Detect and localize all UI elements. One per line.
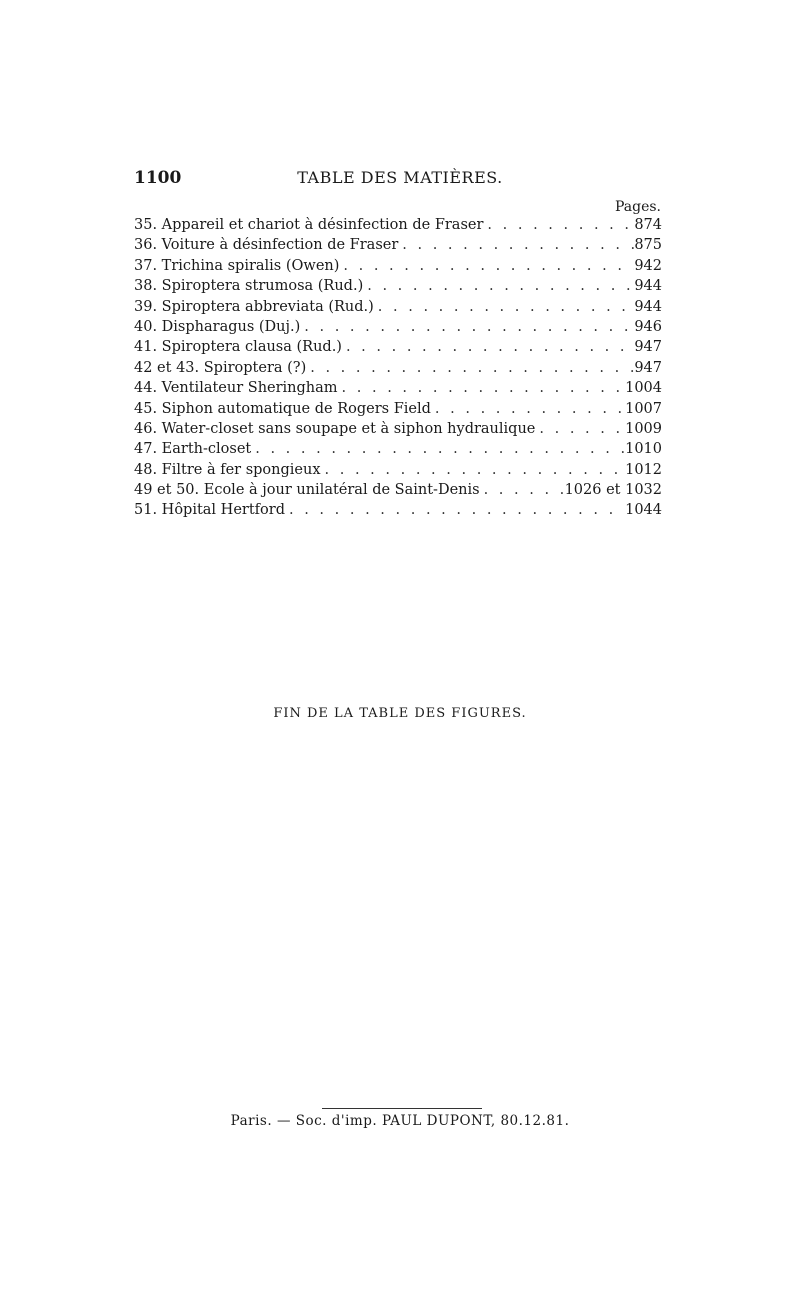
toc-entry bbox=[134, 339, 662, 359]
pages-column-label: Pages. bbox=[614, 199, 661, 215]
toc-entry bbox=[134, 319, 662, 339]
toc-entry-page: 1010 bbox=[625, 441, 662, 458]
toc-entry-label: 35. Appareil et chariot à désinfection de Fraser bbox=[134, 217, 484, 233]
toc-entry bbox=[134, 380, 662, 400]
toc-entry-page: 874 bbox=[634, 217, 662, 233]
toc-entry-label: 48. Filtre à fer spongieux bbox=[134, 461, 321, 478]
toc-entry-page: 875 bbox=[634, 237, 662, 254]
printer-imprint: Paris. — Soc. d'imp. PAUL DUPONT, 80.12.81. bbox=[230, 1113, 570, 1129]
toc-entry-page: 942 bbox=[634, 257, 662, 274]
dot-leader bbox=[300, 319, 634, 335]
running-title: TABLE DES MATIÈRES. bbox=[297, 168, 503, 187]
toc-entry-page: 1009 bbox=[625, 420, 662, 437]
toc-entry-page: 944 bbox=[634, 298, 662, 315]
toc-entry-page: 1026 et 1032 bbox=[564, 482, 662, 499]
dot-leader bbox=[535, 421, 625, 437]
toc-entry-label: 47. Earth-closet bbox=[134, 441, 252, 458]
dot-leader bbox=[285, 502, 625, 518]
toc-entry-page: 947 bbox=[634, 359, 662, 376]
dot-leader bbox=[321, 462, 626, 478]
toc-entry-label: 40. Dispharagus (Duj.) bbox=[134, 318, 301, 335]
toc-entry-page: 946 bbox=[634, 318, 662, 335]
dot-leader bbox=[431, 401, 625, 417]
dot-leader bbox=[398, 237, 634, 253]
toc-entry-page: 1007 bbox=[625, 400, 662, 417]
imprint-rule bbox=[322, 1108, 482, 1109]
page-number: 1100 bbox=[134, 168, 182, 188]
toc-entry-page: 1012 bbox=[625, 461, 662, 478]
toc-entry bbox=[134, 360, 662, 380]
toc-entry-page: 947 bbox=[634, 339, 662, 356]
dot-leader bbox=[363, 278, 634, 294]
toc-entry bbox=[134, 462, 662, 482]
toc-entry-label: 46. Water-closet sans soupape et à siphon hydraulique bbox=[134, 420, 536, 437]
toc-entry-page: 944 bbox=[634, 278, 662, 295]
toc-entry-label: 51. Hôpital Hertford bbox=[134, 502, 285, 519]
dot-leader bbox=[306, 360, 634, 376]
table-of-figures bbox=[134, 217, 662, 523]
toc-entry bbox=[134, 299, 662, 319]
end-of-table-note: FIN DE LA TABLE DES FIGURES. bbox=[273, 706, 527, 721]
toc-entry-label: 38. Spiroptera strumosa (Rud.) bbox=[134, 278, 364, 295]
toc-entry-label: 41. Spiroptera clausa (Rud.) bbox=[134, 339, 342, 356]
toc-entry bbox=[134, 278, 662, 298]
toc-entry bbox=[134, 441, 662, 461]
toc-entry-label: 39. Spiroptera abbreviata (Rud.) bbox=[134, 298, 374, 315]
toc-entry bbox=[134, 258, 662, 278]
toc-entry-label: 49 et 50. École à jour unilatéral de Saint-Denis bbox=[134, 482, 480, 499]
dot-leader bbox=[483, 217, 634, 233]
toc-entry bbox=[134, 421, 662, 441]
dot-leader bbox=[480, 482, 565, 498]
toc-entry-label: 45. Siphon automatique de Rogers Field bbox=[134, 400, 431, 417]
toc-entry bbox=[134, 482, 662, 502]
toc-entry-page: 1044 bbox=[625, 502, 662, 519]
toc-entry bbox=[134, 502, 662, 522]
dot-leader bbox=[339, 258, 634, 274]
toc-entry-page: 1004 bbox=[625, 380, 662, 397]
toc-entry bbox=[134, 401, 662, 421]
toc-entry-label: 42 et 43. Spiroptera (?) bbox=[134, 359, 307, 376]
dot-leader bbox=[251, 441, 625, 457]
toc-entry-label: 44. Ventilateur Sheringham bbox=[134, 380, 338, 397]
dot-leader bbox=[342, 339, 634, 355]
toc-entry-label: 37. Trichina spiralis (Owen) bbox=[134, 257, 340, 274]
dot-leader bbox=[374, 299, 635, 315]
toc-entry-label: 36. Voiture à désinfection de Fraser bbox=[134, 237, 399, 254]
toc-entry bbox=[134, 237, 662, 257]
toc-entry bbox=[134, 217, 662, 237]
dot-leader bbox=[338, 380, 626, 396]
